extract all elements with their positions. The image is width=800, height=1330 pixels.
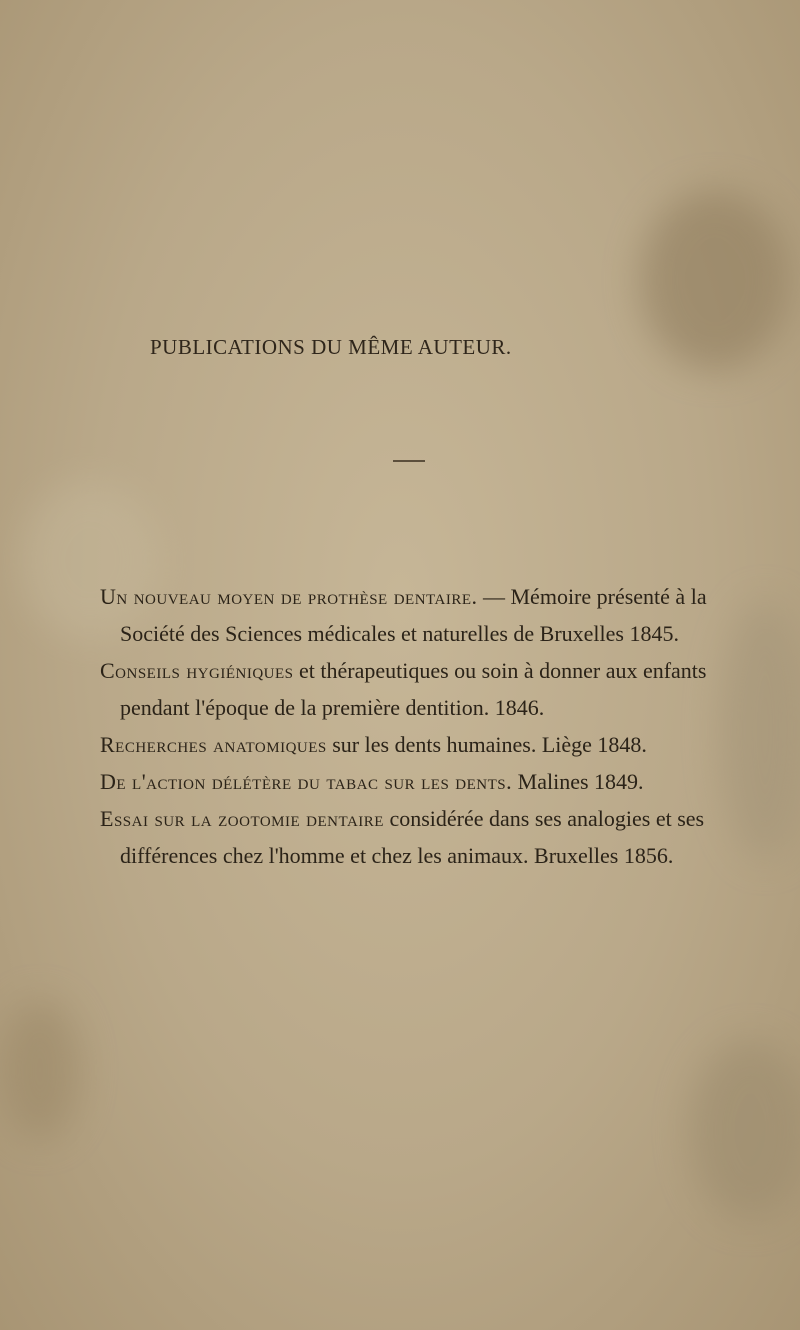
foxing-stain [640, 190, 790, 370]
publication-details: et thérapeutiques ou soin à donner aux enfants pendant l'époque de la première dentition. 1846. [120, 658, 707, 720]
publication-details: sur les dents humaines. Liège 1848. [332, 732, 647, 757]
publication-list [100, 556, 740, 874]
publication-title: Essai sur la zootomie dentaire [100, 806, 384, 831]
publication-entry [100, 726, 740, 763]
foxing-stain [690, 1040, 800, 1220]
page-heading: PUBLICATIONS DU MÊME AUTEUR. [150, 335, 512, 359]
publication-title: De l'action délétère du tabac sur les dents. [100, 769, 513, 794]
publication-details: considérée dans ses analogies et ses différences chez l'homme et chez les animaux. Bruxelles 1856. [120, 806, 705, 868]
publication-entry [100, 652, 740, 726]
foxing-stain [0, 1000, 80, 1140]
publication-details: Malines 1849. [517, 769, 644, 794]
publication-title: Conseils hygiéniques [100, 658, 294, 683]
publication-title: Recherches anatomiques [100, 732, 327, 757]
publication-title: Un nouveau moyen de prothèse dentaire. [100, 584, 478, 609]
publication-details: — Mémoire présenté à la Société des Sciences médicales et naturelles de Bruxelles 1845. [120, 584, 707, 646]
separator-rule [393, 460, 425, 462]
publication-entry [100, 763, 740, 800]
publication-entry [100, 578, 740, 652]
publication-entry [100, 800, 740, 874]
